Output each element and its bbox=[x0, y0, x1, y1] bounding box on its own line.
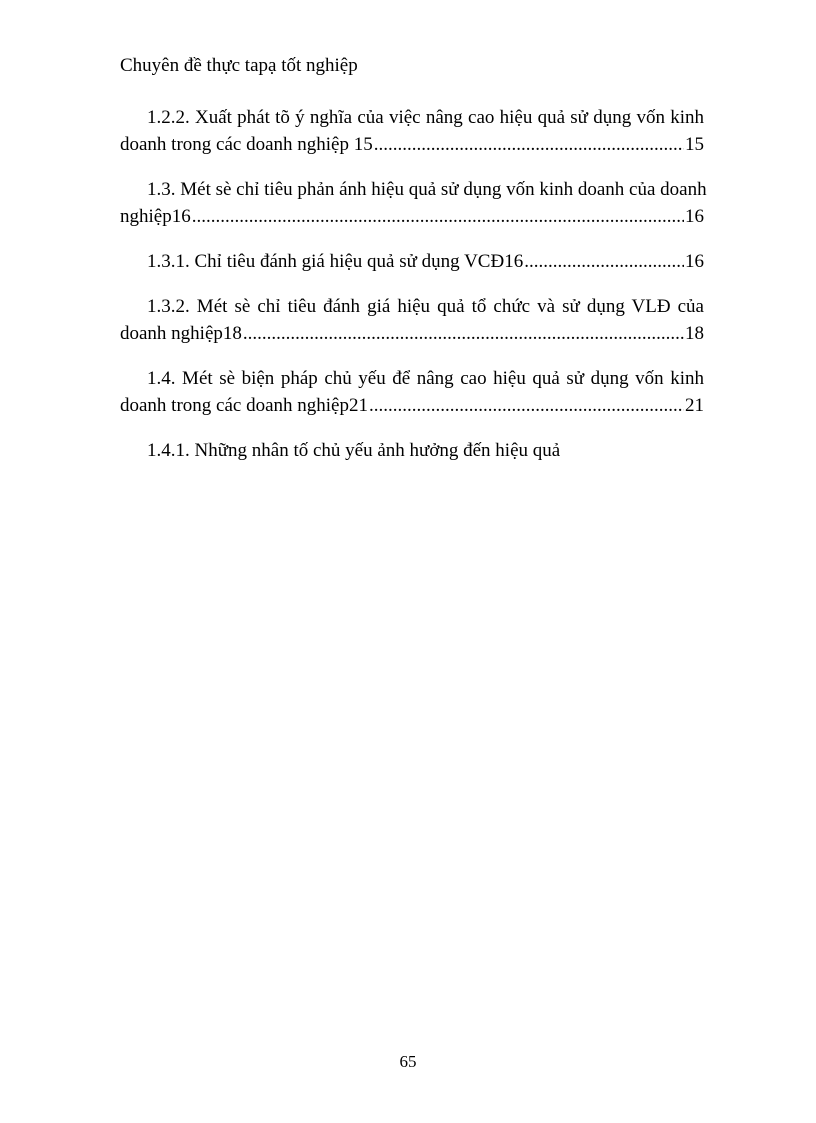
toc-entry-1-3[interactable] bbox=[120, 176, 707, 230]
toc-entry-heading bbox=[120, 248, 704, 275]
toc-entry-heading: 1.4. Mét sè biện pháp chủ yếu để nâng cao hiệu quả sử dụng vốn kinh bbox=[147, 368, 704, 389]
toc-page-number: 18 bbox=[685, 323, 704, 344]
toc-entry-text: doanh trong các doanh nghiệp 15 bbox=[120, 134, 373, 155]
page-number: 65 bbox=[399, 1052, 417, 1071]
toc-entry-1-3-2[interactable] bbox=[120, 293, 704, 347]
dot-leader bbox=[243, 320, 684, 347]
toc-entry-continuation bbox=[120, 131, 704, 158]
dot-leader bbox=[369, 392, 684, 419]
toc-entry-continuation bbox=[120, 392, 704, 419]
toc-entry-1-4-1[interactable] bbox=[120, 437, 704, 464]
dot-leader bbox=[374, 131, 684, 158]
toc-entry-text: 1.3.1. Chỉ tiêu đánh giá hiệu quả sử dụng VCĐ16 bbox=[147, 251, 524, 272]
table-of-contents bbox=[120, 104, 707, 482]
toc-page-number: 16 bbox=[685, 206, 704, 227]
toc-entry-text: nghiệp16 bbox=[120, 206, 191, 227]
toc-entry-continuation bbox=[120, 203, 704, 230]
page-header: Chuyên đề thực tapạ tốt nghiệp bbox=[120, 55, 358, 76]
toc-entry-continuation bbox=[120, 320, 704, 347]
toc-entry-1-3-1[interactable] bbox=[120, 248, 704, 275]
toc-entry-1-4[interactable] bbox=[120, 365, 704, 419]
toc-page-number: 15 bbox=[685, 134, 704, 155]
toc-entry-heading: 1.3. Mét sè chỉ tiêu phản ánh hiệu quả sử dụng vốn kinh doanh của doanh bbox=[147, 179, 707, 200]
toc-entry-heading: 1.3.2. Mét sè chỉ tiêu đánh giá hiệu quả tổ chức và sử dụng VLĐ của bbox=[147, 296, 704, 317]
toc-page-number: 16 bbox=[685, 251, 704, 272]
toc-entry-text: doanh trong các doanh nghiệp21 bbox=[120, 395, 368, 416]
toc-entry-heading: 1.2.2. Xuất phát tõ ý nghĩa của việc nâng cao hiệu quả sử dụng vốn kinh bbox=[147, 107, 704, 128]
toc-entry-heading: 1.4.1. Những nhân tố chủ yếu ảnh hưởng đến hiệu quả bbox=[147, 440, 561, 461]
dot-leader bbox=[524, 248, 684, 275]
dot-leader bbox=[192, 203, 684, 230]
toc-page-number: 21 bbox=[685, 395, 704, 416]
toc-entry-text: doanh nghiệp18 bbox=[120, 323, 242, 344]
toc-entry-1-2-2[interactable] bbox=[120, 104, 704, 158]
